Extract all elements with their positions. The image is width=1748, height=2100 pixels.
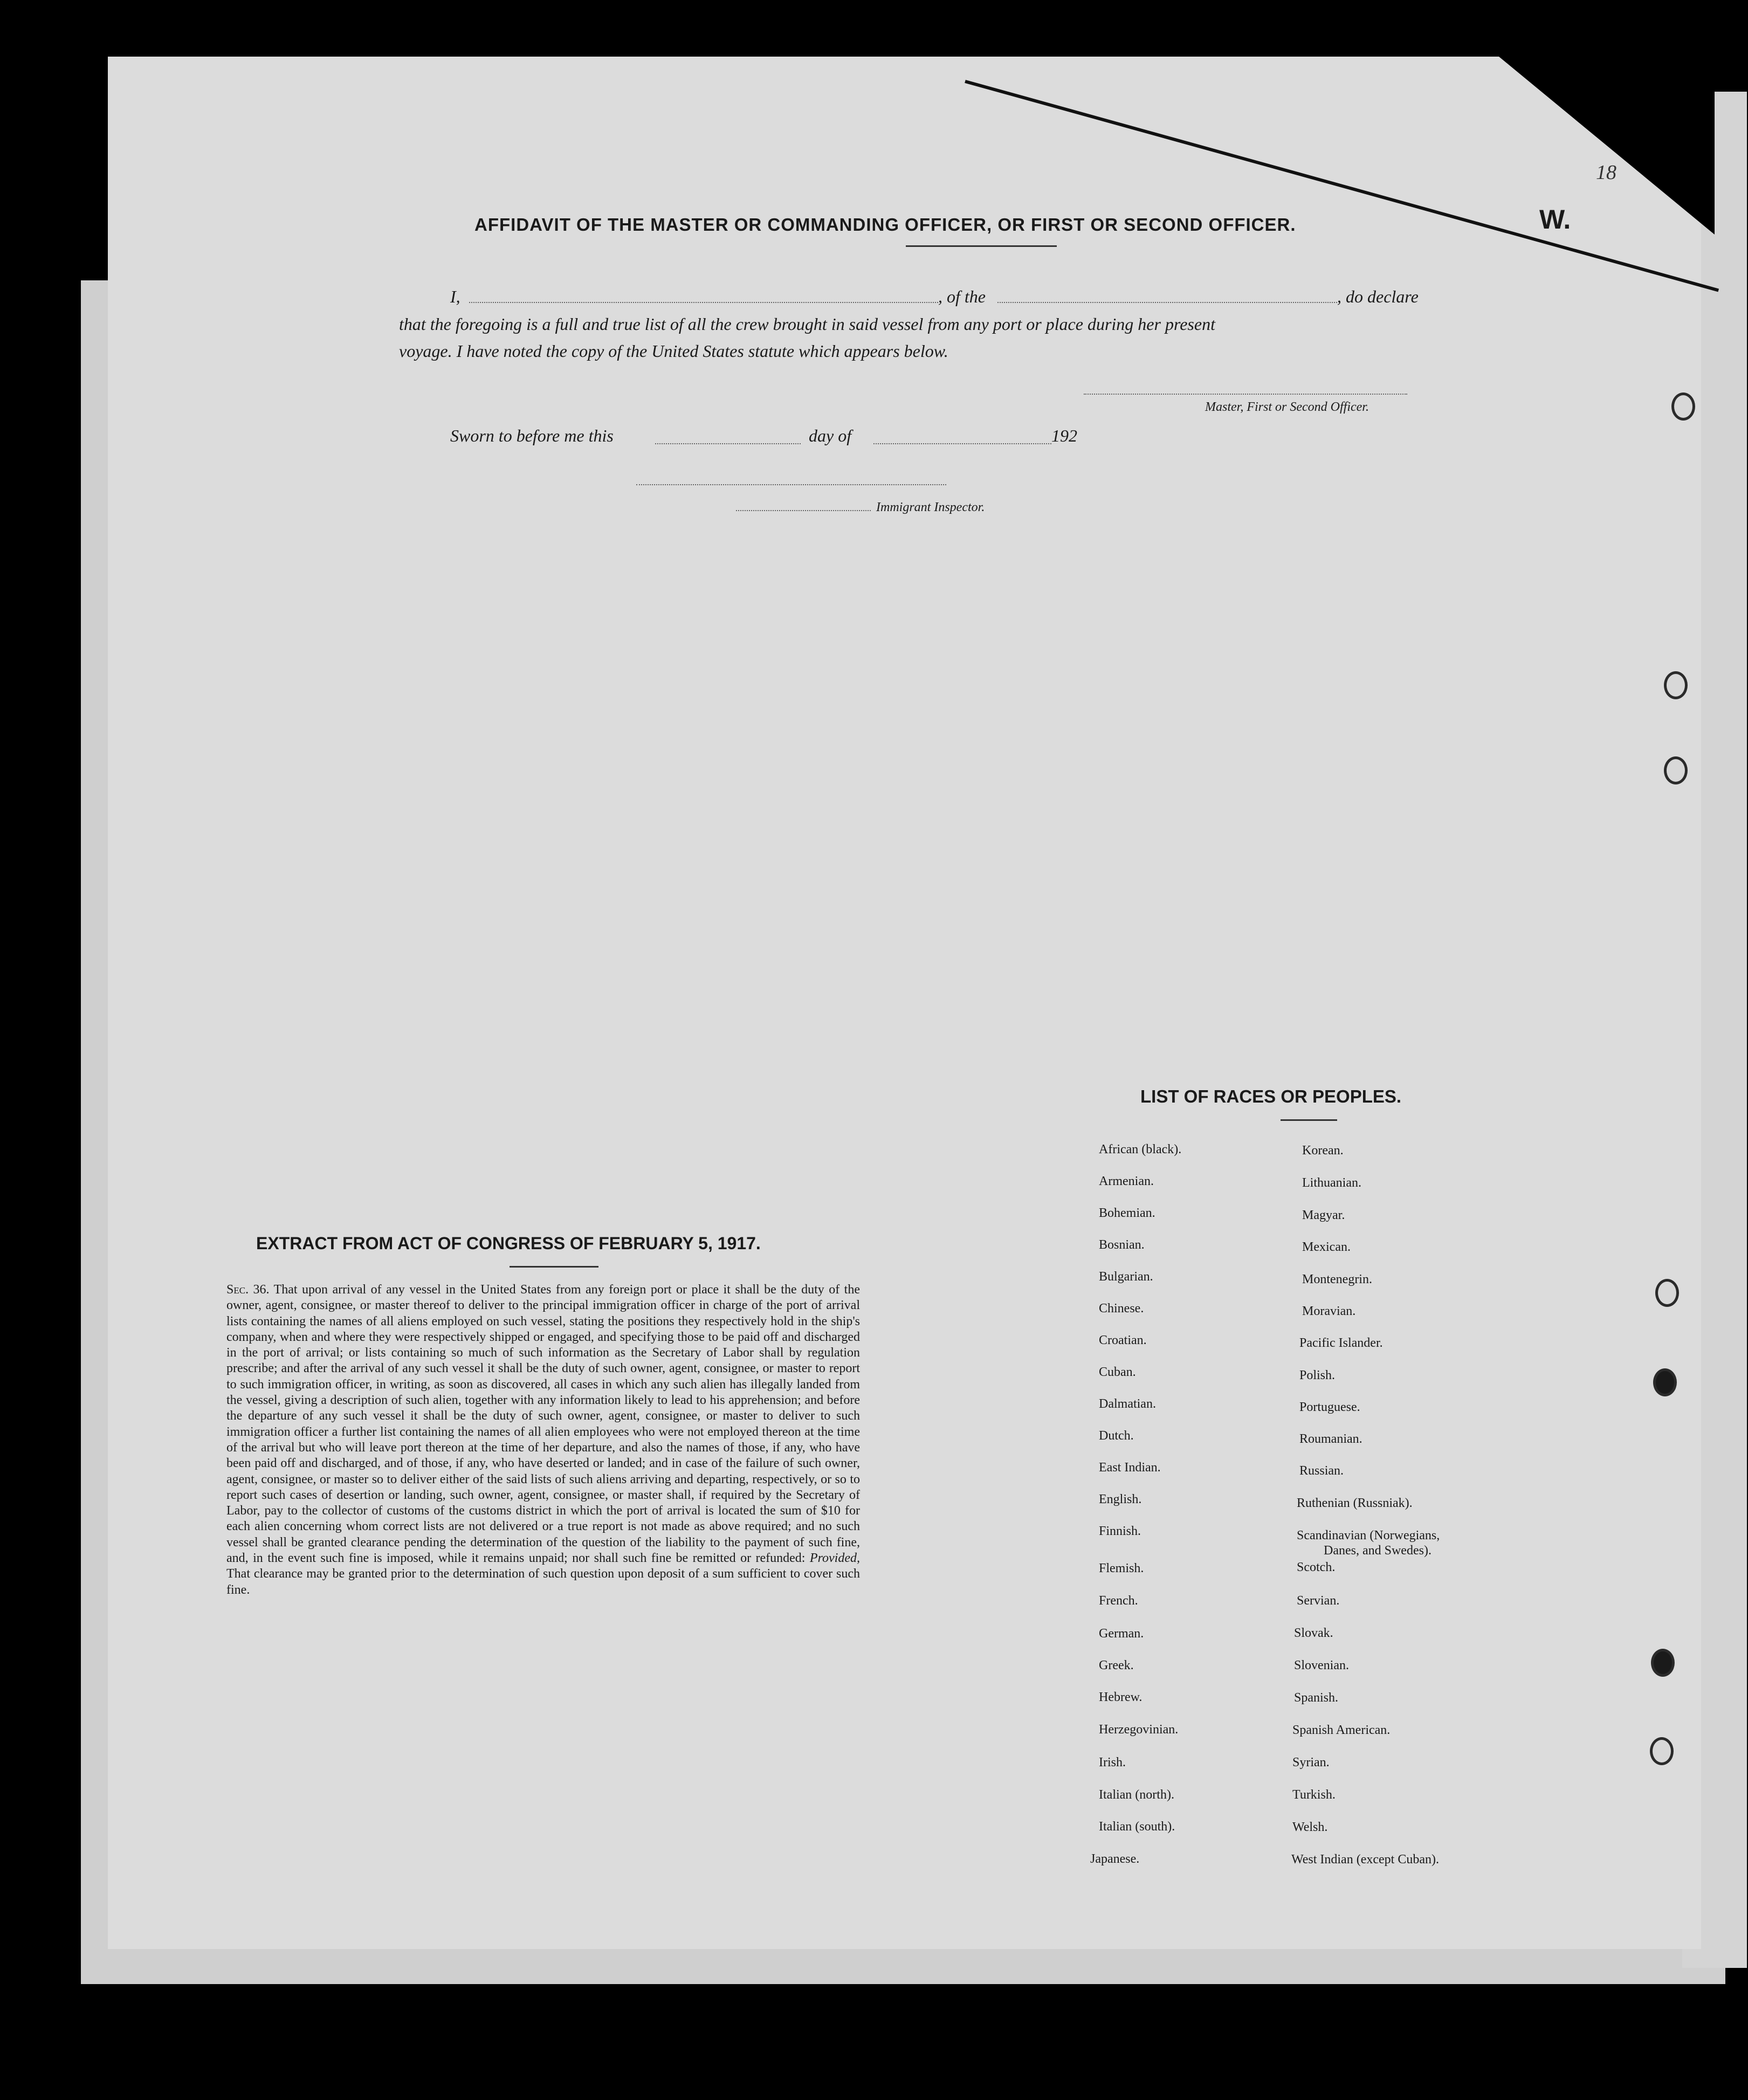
affidavit-title: AFFIDAVIT OF THE MASTER OR COMMANDING OFFICER, OR FIRST OR SECOND OFFICER. (474, 215, 1296, 235)
race-right: Scandinavian (Norwegians, (1297, 1528, 1440, 1543)
race-right: Danes, and Swedes). (1324, 1544, 1432, 1558)
binder-hole-icon (1655, 1279, 1679, 1307)
race-left: English. (1099, 1492, 1142, 1506)
race-left: Hebrew. (1099, 1690, 1143, 1704)
race-right: Magyar. (1302, 1208, 1345, 1222)
extract-text (226, 1282, 860, 1598)
binder-hole-icon (1651, 1649, 1675, 1677)
race-left: African (black). (1099, 1142, 1182, 1156)
race-left: Finnish. (1099, 1524, 1141, 1538)
race-left: German. (1099, 1627, 1144, 1641)
race-left: Dutch. (1099, 1429, 1134, 1443)
race-left: Flemish. (1099, 1561, 1144, 1575)
race-left: French. (1099, 1594, 1138, 1608)
race-right: Russian. (1299, 1464, 1344, 1478)
binder-hole-icon (1671, 393, 1695, 421)
page-number: 18 (1596, 161, 1616, 184)
corner-mark: W. (1539, 204, 1571, 235)
race-right: Korean. (1302, 1144, 1344, 1158)
folded-corner (1499, 57, 1715, 235)
officer-signature-line (1084, 394, 1407, 395)
race-left: Croatian. (1099, 1333, 1147, 1347)
race-right: Montenegrin. (1302, 1272, 1372, 1286)
binder-hole-icon (1653, 1368, 1677, 1396)
title-rule (906, 245, 1057, 247)
race-right: Spanish American. (1292, 1723, 1391, 1737)
vessel-blank (997, 302, 1337, 303)
race-right: Turkish. (1292, 1788, 1336, 1802)
binder-hole-icon (1650, 1737, 1674, 1765)
race-left: Armenian. (1099, 1174, 1154, 1188)
race-left: Cuban. (1099, 1365, 1136, 1379)
affidavit-line1-start: I, (450, 287, 460, 306)
inspector-signature-line (636, 484, 946, 485)
sworn-month-blank (873, 443, 1051, 444)
name-blank (469, 302, 938, 303)
race-right: Polish. (1299, 1368, 1336, 1382)
officer-caption: Master, First or Second Officer. (1205, 400, 1369, 414)
race-left: East Indian. (1099, 1461, 1161, 1475)
race-right: Lithuanian. (1302, 1176, 1361, 1190)
affidavit-line1-end: , do declare (1337, 287, 1419, 306)
race-left: Dalmatian. (1099, 1397, 1156, 1411)
race-right: Slovak. (1294, 1626, 1333, 1640)
sworn-mid: day of (809, 426, 852, 445)
race-left: Italian (south). (1099, 1820, 1175, 1834)
race-right: Slovenian. (1294, 1658, 1349, 1672)
inspector-caption: Immigrant Inspector. (876, 500, 985, 514)
race-right: Ruthenian (Russniak). (1297, 1496, 1413, 1510)
race-right: Scotch. (1297, 1560, 1336, 1574)
sworn-start: Sworn to before me this (450, 426, 614, 445)
affidavit-line2: that the foregoing is a full and true list of all the crew brought in said vessel from any port or place during her present (399, 314, 1215, 334)
race-right: Servian. (1297, 1594, 1340, 1608)
race-right: Pacific Islander. (1299, 1336, 1383, 1350)
race-right: Portuguese. (1299, 1400, 1360, 1414)
race-right: Roumanian. (1299, 1432, 1362, 1446)
race-left: Chinese. (1099, 1302, 1144, 1316)
race-left: Herzegovinian. (1099, 1723, 1179, 1737)
extract-body: That upon arrival of any vessel in the United States from any foreign port or place it shall be the duty of the owner, agent, consignee, or master thereof to deliver to the principal immigration officer in charge of the port of arrival lists containing the names of all aliens employed on such vessel, stating the positions they respectively hold in the ship's company, when and where they were respectively shipped or engaged, and specifying those to be paid off and discharged in the port of arrival; or lists containing so much of such information as the Secretary of Labor shall by regulation prescribe; and after the arrival of any such vessel it shall be the duty of such owner, agent, consignee, or master to report to such immigration officer, in writing, as soon as discovered, all cases in which any such alien has illegally landed from the vessel, giving a description of such alien, together with any information likely to lead to his apprehension; and before the departure of any such vessel it shall be the duty of such owner, agent, consignee, or master to deliver to such immigration officer a further list containing the names of all alien employees who were not employed thereon at the time of the arrival but who will leave port thereon at the time of her departure, and also the names of those, if any, who have been paid off and discharged, and of those, if any, who have deserted or landed; and in case of the failure of such owner, agent, consignee, or master so to deliver either of the said lists of such aliens arriving and departing, respectively, or so to report such cases of desertion or landing, such owner, agent, consignee, or master shall, if required by the Secretary of Labor, pay to the collector of customs of the customs district in which the port of arrival is located the sum of $10 for each alien concerning whom correct lists are not delivered or a true report is not made as above required; and no such vessel shall be granted clearance pending the determination of the question of the liability to the payment of such fine, and, in the event such fine is imposed, while it remains unpaid; nor shall such fine be remitted or refunded: (226, 1283, 860, 1566)
binder-hole-icon (1664, 671, 1688, 699)
race-right: Spanish. (1294, 1691, 1339, 1705)
race-left: Bohemian. (1099, 1206, 1155, 1220)
provided-label: Provided, (809, 1551, 860, 1566)
extract-title: EXTRACT FROM ACT OF CONGRESS OF FEBRUARY 5, 1917. (256, 1234, 761, 1253)
race-right: Mexican. (1302, 1240, 1351, 1254)
race-right: Moravian. (1302, 1304, 1356, 1318)
affidavit-line3: voyage. I have noted the copy of the United States statute which appears below. (399, 341, 948, 361)
inspector-line (736, 510, 871, 511)
races-title: LIST OF RACES OR PEOPLES. (1140, 1086, 1402, 1106)
binder-hole-icon (1664, 756, 1688, 784)
sworn-year: 192 (1051, 426, 1077, 445)
sworn-day-blank (655, 443, 801, 444)
races-title-rule (1281, 1119, 1337, 1121)
race-left: Italian (north). (1099, 1788, 1174, 1802)
race-right: Syrian. (1292, 1755, 1330, 1769)
document-sheet (108, 57, 1701, 1949)
race-left: Japanese. (1090, 1852, 1140, 1866)
extract-body-end: That clearance may be granted prior to the determination of such question upon deposit of a sum sufficient to cover such fine. (226, 1567, 860, 1597)
extract-title-rule (510, 1266, 598, 1268)
race-left: Greek. (1099, 1658, 1134, 1672)
race-right: Welsh. (1292, 1820, 1328, 1834)
race-left: Irish. (1099, 1755, 1126, 1769)
section-label: Sec. 36. (226, 1283, 270, 1297)
race-left: Bulgarian. (1099, 1270, 1153, 1284)
race-left: Bosnian. (1099, 1238, 1145, 1252)
race-right: West Indian (except Cuban). (1291, 1853, 1439, 1867)
affidavit-line1-mid: , of the (938, 287, 986, 306)
